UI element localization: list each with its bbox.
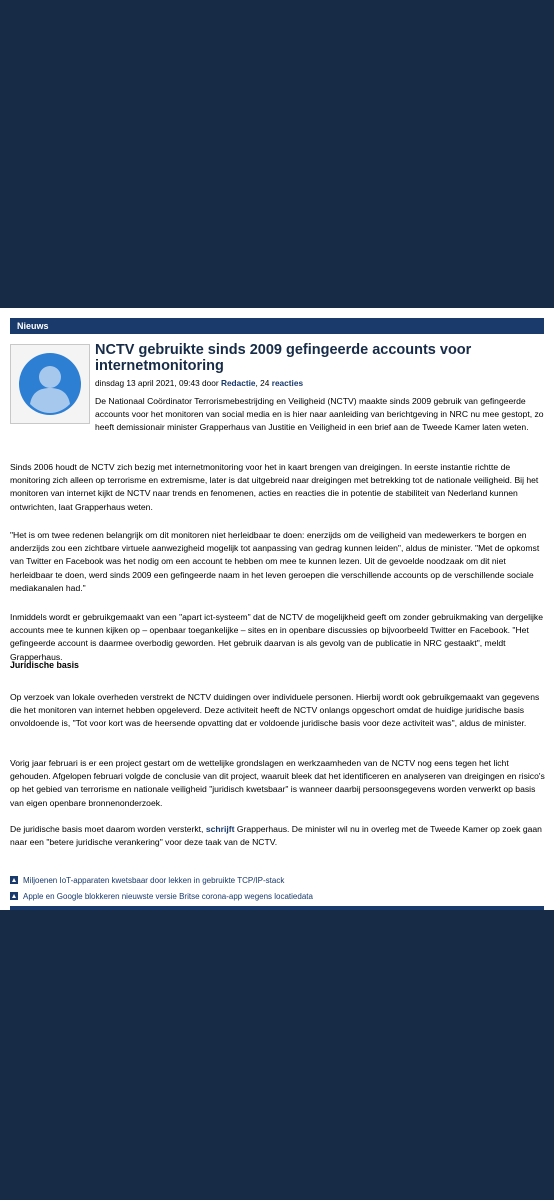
subheading-juridische-basis: Juridische basis	[10, 660, 79, 670]
article-date: dinsdag 13 april 2021, 09:43 door	[95, 378, 219, 388]
paragraph-7	[10, 823, 545, 849]
section-label: Nieuws	[17, 321, 49, 331]
screen-bottom-dark-area	[0, 910, 554, 1200]
related-article-1[interactable]	[10, 875, 284, 887]
related-article-2-label: Apple en Google blokkeren nieuwste versie Britse corona-app wegens locatiedata	[23, 892, 313, 901]
triangle-up-icon	[10, 876, 18, 884]
paragraph-7-end: Grapperhaus. De minister wil nu in overleg met de Tweede Kamer op zoek gaan naar een "betere juridische verankering" voor deze taak van de NCTV.	[10, 824, 542, 848]
paragraph-2: Sinds 2006 houdt de NCTV zich bezig met internetmonitoring voor het in kaart brengen van dreigingen. In eerste instantie richtte de monitoring zich alleen op terrorisme en extremisme, later is dat uitgebreid naar dreigingen met betrekking tot de nationale veiligheid. Bij het monitoren van internet kijkt de NCTV naar trends en fenomenen, acties en reacties die in potentie de stabiliteit van Nederland kunnen ontwrichten, laat Grapperhaus weten.	[10, 462, 539, 512]
paragraph-6: Vorig jaar februari is er een project gestart om de wettelijke grondslagen en werkzaamheden van de NCTV nog eens tegen het licht gehouden. Afgelopen februari volgde de conclusie van dit project, waaruit bleek dat het identificeren en analyseren van dreigingen en risico's op het gebied van terrorisme en nationale veiligheid "juridisch kwetsbaar" is wanneer daarbij persoonsgegevens worden verwerkt op basis van eigen openbare bronnenonderzoek.	[10, 758, 545, 808]
author-avatar	[10, 344, 90, 424]
paragraph-7-start: De juridische basis moet daarom worden versterkt,	[10, 824, 206, 834]
article-title: NCTV gebruikte sinds 2009 gefingeerde accounts voor internetmonitoring	[95, 342, 472, 374]
article-meta	[95, 377, 303, 389]
related-article-1-label: Miljoenen IoT-apparaten kwetsbaar door lekken in gebruikte TCP/IP-stack	[23, 876, 285, 885]
comments-link[interactable]: reacties	[271, 378, 304, 388]
paragraph-intro: De Nationaal Coördinator Terrorismebestrijding en Veiligheid (NCTV) maakte sinds 2009 gebruik van gefingeerde accounts voor het monitoren van social media en is hier naar aanleiding van berichtgeving in NRC nu mee gestopt, zo heeft demissionair minister Grapperhaus van Justitie en Veiligheid in een brief aan de Tweede Kamer laten weten.	[95, 396, 544, 433]
screen-top-dark-area	[0, 0, 554, 308]
related-article-2[interactable]	[10, 891, 313, 903]
schrijft-link[interactable]: schrijft	[205, 824, 235, 834]
paragraph-3: "Het is om twee redenen belangrijk om dit monitoren niet herleidbaar te doen: enerzijds om de veiligheid van medewerkers te borgen en anderzijds zou een zichtbare virtuele aanwezigheid mogelijk tot aanpassing van gedrag kunnen leiden", aldus de minister. "Met de opkomst van Twitter en Facebook was het nodig om een account te hebben om mee te kunnen lezen. Uit de gevoelde noodzaak om dit niet herleidbaar te doen, werd sinds 2009 een gefingeerde naam in het leven geroepen die verschillende accounts op de verschillende sociale mediakanalen had."	[10, 530, 540, 593]
triangle-up-icon	[10, 892, 18, 900]
paragraph-5: Op verzoek van lokale overheden verstrekt de NCTV duidingen over individuele personen. Hierbij wordt ook gebruikgemaakt van gegevens die het monitoren van internet hebben opgeleverd. Deze activiteit heeft de NCTV onlangs opgeschort omdat de huidige juridische basis onvoldoende is, "Tot voor kort was de heersende opvatting dat er voldoende juridische basis voor deze activiteit was", aldus de minister.	[10, 692, 540, 729]
user-avatar-icon	[18, 352, 82, 416]
author-link[interactable]: Redactie	[220, 378, 256, 388]
section-bar[interactable]	[10, 318, 544, 334]
paragraph-4: Inmiddels wordt er gebruikgemaakt van een "apart ict-systeem" dat de NCTV de mogelijkheid geeft om zonder gebruikmaking van dergelijke accounts mee te kunnen kijken op – openbaar toegankelijke – sites en in openbare discussies op bijvoorbeeld Twitter en Facebook. "Het gefingeerde account is daarmee overbodig geworden. Het gebruik daarvan is als gevolg van de publicatie in NRC gestaakt", meldt Grapperhaus.	[10, 612, 543, 662]
article-page	[0, 308, 554, 910]
meta-comma: ,	[255, 378, 261, 388]
comments-count: 24	[260, 378, 270, 388]
